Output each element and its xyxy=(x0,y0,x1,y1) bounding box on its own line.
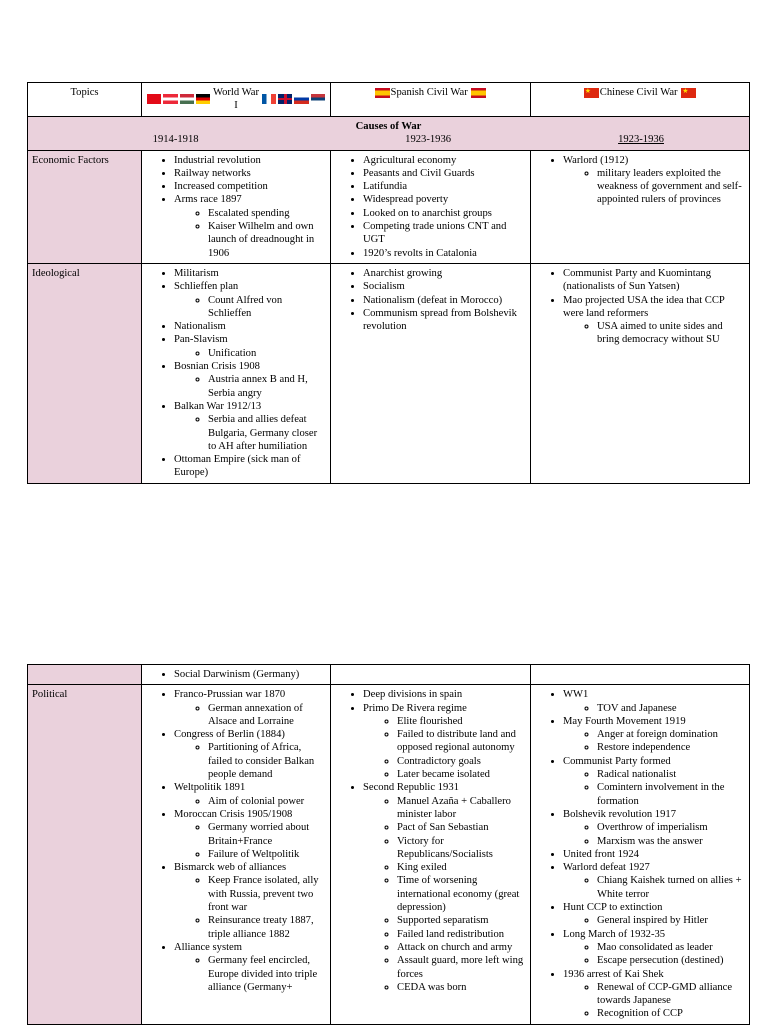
sub-list-item: ◦ Comintern involvement in the formation xyxy=(597,781,745,808)
list-item xyxy=(563,808,745,848)
sub-list xyxy=(563,728,745,755)
list-item xyxy=(174,280,326,320)
list-item xyxy=(363,247,526,260)
sub-list-item: ◦ Failed land redistribution xyxy=(397,928,526,941)
sub-list-item: ◦ Supported separatism xyxy=(397,914,526,927)
china-flag-icon xyxy=(681,88,696,98)
sub-list xyxy=(563,320,745,347)
list-item xyxy=(174,688,326,728)
list-item xyxy=(174,333,326,360)
list-item xyxy=(563,968,745,1021)
austria-flag-icon xyxy=(163,94,177,104)
sub-list-item: ◦ Contradictory goals xyxy=(397,755,526,768)
list-item-text: Widespread poverty xyxy=(363,194,449,206)
causes-table xyxy=(27,82,750,484)
sub-list-item: ◦ German annexation of Alsace and Lorraine xyxy=(208,702,326,729)
germany-flag-icon xyxy=(196,94,210,104)
list-item xyxy=(363,781,526,994)
list-item xyxy=(174,167,326,180)
list-item xyxy=(174,267,326,280)
sub-list xyxy=(563,941,745,968)
row-label-economic: Economic Factors xyxy=(28,150,142,263)
spain-flag-icon xyxy=(471,88,486,98)
economic-ww1-list xyxy=(146,154,326,260)
sub-list xyxy=(563,167,745,207)
russia-flag-icon xyxy=(294,94,308,104)
sub-list-item: ◦ Manuel Azaña + Caballero minister labor xyxy=(397,795,526,822)
list-item xyxy=(174,728,326,781)
list-item-text: Latifundia xyxy=(363,181,408,193)
list-item-text: Bolshevik revolution 1917 xyxy=(563,808,676,820)
list-item xyxy=(563,861,745,901)
sub-list-item: ◦ General inspired by Hitler xyxy=(597,914,745,927)
causes-band xyxy=(28,117,750,151)
spanish-title: Spanish Civil War xyxy=(390,87,468,98)
sub-list-item: ◦ CEDA was born xyxy=(397,981,526,994)
ideological-spanish-list xyxy=(335,267,526,333)
list-item xyxy=(363,688,526,701)
political-ww1-list xyxy=(146,688,326,994)
list-item-text: Alliance system xyxy=(174,941,242,953)
list-item-text: Nationalism (defeat in Morocco) xyxy=(363,294,503,306)
list-item-text: Weltpolitik 1891 xyxy=(174,782,246,794)
sub-list-item: ◦ Recognition of CCP xyxy=(597,1007,745,1020)
list-item-text: Militarism xyxy=(174,267,219,279)
sub-list-item: ◦ Failure of Weltpolitik xyxy=(208,848,326,861)
china-flag-icon xyxy=(584,88,599,98)
sub-list xyxy=(363,795,526,994)
sub-list xyxy=(174,874,326,940)
list-item-text: 1936 arrest of Kai Shek xyxy=(563,968,664,980)
list-item xyxy=(363,154,526,167)
sub-list-item: ◦ Escalated spending xyxy=(208,207,326,220)
list-item xyxy=(174,781,326,808)
sub-list-item: ◦ Elite flourished xyxy=(397,715,526,728)
sub-list-item: ◦ Austria annex B and H, Serbia angry xyxy=(208,373,326,400)
list-item xyxy=(563,848,745,861)
sub-list-item: ◦ Time of worsening international economy (great depression) xyxy=(397,874,526,914)
list-item-text: May Fourth Movement 1919 xyxy=(563,715,686,727)
sub-list-item: ◦ Renewal of CCP-GMD alliance towards Japanese xyxy=(597,981,745,1008)
sub-list-item: ◦ Aim of colonial power xyxy=(208,795,326,808)
sub-list-item: ◦ Serbia and allies defeat Bulgaria, Germany closer to AH after humiliation xyxy=(208,413,326,453)
list-item xyxy=(563,755,745,808)
list-item-text: Deep divisions in spain xyxy=(363,689,463,701)
political-spanish-list xyxy=(335,688,526,994)
sub-list-item: ◦ Keep France isolated, ally with Russia, prevent two front war xyxy=(208,874,326,914)
ww1-years: 1914-1918 xyxy=(152,134,199,146)
list-item-text: Mao projected USA the idea that CCP were land reformers xyxy=(563,294,725,319)
spanish-years: 1923-1936 xyxy=(405,134,452,146)
sub-list-item: ◦ Later became isolated xyxy=(397,768,526,781)
list-item-text: Balkan War 1912/13 xyxy=(174,400,262,412)
sub-list xyxy=(174,294,326,321)
list-item-text: Railway networks xyxy=(174,167,251,179)
continued-ww1-list xyxy=(146,668,326,681)
sub-list-item: ◦ Count Alfred von Schlieffen xyxy=(208,294,326,321)
header-chinese xyxy=(531,83,750,117)
header-ww1 xyxy=(142,83,331,117)
header-spanish xyxy=(331,83,531,117)
sub-list-item: ◦ Mao consolidated as leader xyxy=(597,941,745,954)
ideological-chinese-list xyxy=(535,267,745,347)
sub-list xyxy=(174,821,326,861)
sub-list-item: ◦ Marxism was the answer xyxy=(597,835,745,848)
spain-flag-icon xyxy=(375,88,390,98)
sub-list xyxy=(174,373,326,400)
continuation-row xyxy=(28,665,750,685)
sub-list-item: ◦ Germany worried about Britain+France xyxy=(208,821,326,848)
list-item xyxy=(174,193,326,259)
list-item-text: Congress of Berlin (1884) xyxy=(174,729,285,741)
list-item-text: Warlord (1912) xyxy=(563,154,629,166)
economic-spanish-list xyxy=(335,154,526,260)
section-title: Causes of War xyxy=(355,121,422,132)
header-topics: Topics xyxy=(28,83,142,117)
header-row xyxy=(28,83,750,117)
sub-list-item: ◦ Kaiser Wilhelm and own launch of dreadnought in 1906 xyxy=(208,220,326,260)
list-item-text: Competing trade unions CNT and UGT xyxy=(363,221,507,246)
sub-list-item: ◦ Escape persecution (destined) xyxy=(597,954,745,967)
uk-flag-icon xyxy=(278,94,292,104)
list-item xyxy=(174,400,326,453)
list-item xyxy=(174,808,326,861)
list-item-text: Bismarck web of alliances xyxy=(174,862,287,874)
sub-list xyxy=(563,702,745,715)
list-item xyxy=(174,360,326,400)
sub-list-item: ◦ Partitioning of Africa, failed to consider Balkan people demand xyxy=(208,741,326,781)
list-item-text: Pan-Slavism xyxy=(174,334,228,346)
list-item-text: Bosnian Crisis 1908 xyxy=(174,361,260,373)
list-item xyxy=(174,941,326,994)
list-item xyxy=(363,180,526,193)
list-item xyxy=(363,294,526,307)
sub-list xyxy=(174,795,326,808)
list-item xyxy=(363,267,526,280)
list-item xyxy=(174,861,326,941)
sub-list-item: ◦ Radical nationalist xyxy=(597,768,745,781)
sub-list-item: ◦ USA aimed to unite sides and bring democracy without SU xyxy=(597,320,745,347)
sub-list-item: ◦ Overthrow of imperialism xyxy=(597,821,745,834)
list-item-text: Moroccan Crisis 1905/1908 xyxy=(174,808,293,820)
list-item xyxy=(563,688,745,715)
list-item-text: Anarchist growing xyxy=(363,267,443,279)
list-item xyxy=(363,307,526,334)
list-item xyxy=(363,167,526,180)
sub-list-item: ◦ Assault guard, more left wing forces xyxy=(397,954,526,981)
sub-list xyxy=(563,914,745,927)
sub-list-item: ◦ Germany feel encircled, Europe divided into triple alliance (Germany+ xyxy=(208,954,326,994)
list-item-text: Social Darwinism (Germany) xyxy=(174,669,300,680)
sub-list xyxy=(174,207,326,260)
list-item xyxy=(363,702,526,782)
list-item xyxy=(563,928,745,968)
list-item xyxy=(363,207,526,220)
sub-list-item: ◦ Reinsurance treaty 1887, triple alliance 1882 xyxy=(208,914,326,941)
list-item-text: Communist Party formed xyxy=(563,755,671,767)
sub-list xyxy=(174,413,326,453)
economic-chinese-list xyxy=(535,154,745,207)
list-item-text: Agricultural economy xyxy=(363,154,457,166)
list-item-text: Looked on to anarchist groups xyxy=(363,207,492,219)
list-item xyxy=(363,280,526,293)
turkey-flag-icon xyxy=(147,94,161,104)
sub-list-item: ◦ military leaders exploited the weakness of government and self-appointed rulers of provinces xyxy=(597,167,745,207)
sub-list xyxy=(563,981,745,1021)
list-item-text: Primo De Rivera regime xyxy=(363,702,467,714)
list-item xyxy=(563,294,745,347)
sub-list xyxy=(563,874,745,901)
list-item xyxy=(174,180,326,193)
list-item xyxy=(563,715,745,755)
sub-list xyxy=(174,741,326,781)
economic-row xyxy=(28,150,750,263)
sub-list-item: ◦ Victory for Republicans/Socialists xyxy=(397,835,526,862)
list-item-text: WW1 xyxy=(563,689,589,701)
ideological-row xyxy=(28,263,750,483)
list-item-text: Industrial revolution xyxy=(174,154,261,166)
list-item xyxy=(174,154,326,167)
hungary-flag-icon xyxy=(180,94,194,104)
sub-list xyxy=(363,715,526,781)
sub-list xyxy=(563,768,745,808)
list-item xyxy=(363,220,526,247)
sub-list xyxy=(174,954,326,994)
sub-list-item: ◦ TOV and Japanese xyxy=(597,702,745,715)
list-item-text: Ottoman Empire (sick man of Europe) xyxy=(174,454,301,479)
sub-list-item: ◦ King exiled xyxy=(397,861,526,874)
sub-list xyxy=(174,702,326,729)
list-item xyxy=(563,901,745,928)
chinese-title: Chinese Civil War xyxy=(599,87,678,98)
row-label-political: Political xyxy=(28,685,142,1024)
chinese-years: 1923-1936 xyxy=(618,134,664,146)
list-item-text: Socialism xyxy=(363,281,405,293)
list-item-text: Long March of 1932-35 xyxy=(563,928,666,940)
list-item xyxy=(174,668,326,681)
row-label-ideological: Ideological xyxy=(28,263,142,483)
sub-list xyxy=(174,347,326,360)
list-item-text: Nationalism xyxy=(174,321,226,333)
list-item-text: Franco-Prussian war 1870 xyxy=(174,689,286,701)
list-item-text: Hunt CCP to extinction xyxy=(563,902,663,914)
list-item-text: Second Republic 1931 xyxy=(363,782,459,794)
list-item xyxy=(563,154,745,207)
list-item-text: Peasants and Civil Guards xyxy=(363,167,475,179)
sub-list-item: ◦ Chiang Kaishek turned on allies + White terror xyxy=(597,874,745,901)
sub-list-item: ◦ Unification xyxy=(208,347,326,360)
sub-list-item: ◦ Attack on church and army xyxy=(397,941,526,954)
list-item-text: Arms race 1897 xyxy=(174,194,242,206)
list-item-text: Warlord defeat 1927 xyxy=(563,862,650,874)
serbia-flag-icon xyxy=(311,94,325,104)
list-item-text: Schlieffen plan xyxy=(174,281,239,293)
france-flag-icon xyxy=(262,94,276,104)
sub-list-item: ◦ Anger at foreign domination xyxy=(597,728,745,741)
sub-list-item: ◦ Restore independence xyxy=(597,741,745,754)
list-item-text: Communism spread from Bolshevik revolution xyxy=(363,307,517,333)
list-item xyxy=(174,320,326,333)
list-item xyxy=(174,453,326,480)
ww1-title: World War I xyxy=(212,87,260,112)
political-chinese-list xyxy=(535,688,745,1020)
sub-list-item: ◦ Failed to distribute land and opposed regional autonomy xyxy=(397,728,526,755)
list-item-text: Increased competition xyxy=(174,181,268,193)
sub-list-item: ◦ Pact of San Sebastian xyxy=(397,821,526,834)
list-item-text: United front 1924 xyxy=(563,848,639,860)
ideological-ww1-list xyxy=(146,267,326,480)
list-item-text: 1920’s revolts in Catalonia xyxy=(363,247,477,259)
causes-table-continued xyxy=(27,664,750,1025)
list-item xyxy=(363,193,526,206)
list-item-text: Communist Party and Kuomintang (nationalists of Sun Yatsen) xyxy=(563,267,712,293)
political-row xyxy=(28,685,750,1024)
list-item xyxy=(563,267,745,294)
sub-list xyxy=(563,821,745,848)
